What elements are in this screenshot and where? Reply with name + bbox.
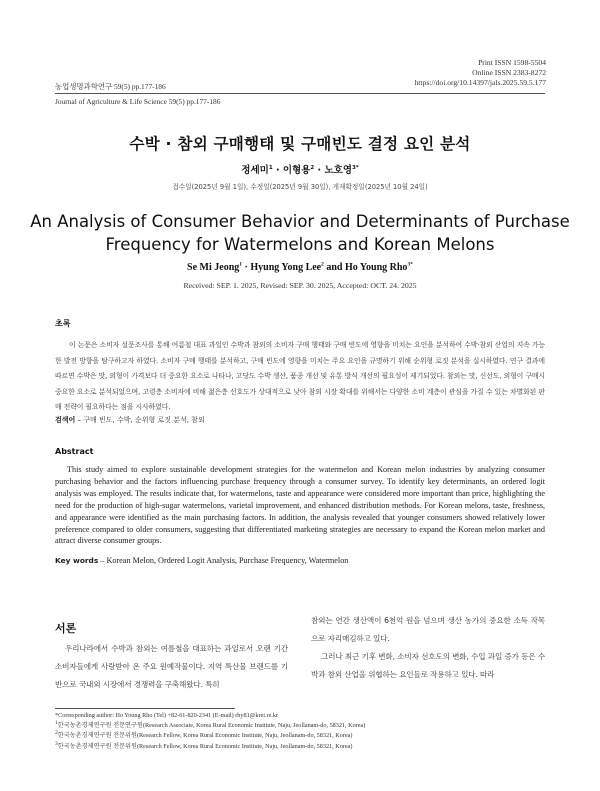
- paper-title-en: [0, 210, 600, 256]
- keywords-ko-label: 검색어: [55, 416, 76, 424]
- issn-online: Online ISSN 2383-8272: [472, 68, 546, 77]
- footnote-divider: [55, 708, 235, 709]
- header-divider: [55, 93, 545, 94]
- dates-en: Received: SEP. 1. 2025, Revised: SEP. 30. 2025, Accepted: OCT. 24. 2025: [183, 281, 417, 290]
- footnote-2-text: 한국농촌경제연구원 전문위원(Research Fellow, Korea Rural Economic Institute, Naju, Jeollanam-do, 58321, Korea): [57, 732, 353, 740]
- footnote-2: [55, 731, 365, 741]
- keywords-en: [55, 556, 348, 565]
- doi-link[interactable]: https://doi.org/10.14397/jals.2025.59.5.177: [414, 78, 546, 87]
- footnote-1: [55, 721, 365, 731]
- author-separator: ·: [242, 262, 251, 273]
- footnote-2-mark: 2: [55, 730, 58, 737]
- abstract-ko-body: 이 논문은 소비자 설문조사를 통해 여름철 대표 과일인 수박과 참외의 소비자 구매 행태와 구매 빈도에 영향을 미치는 요인을 분석하여 수박·참외 산업의 지속 가능한 발전 방향을 탐구하고자 하였다. 소비자 구매 행태를 분석하고, 구매 빈도에 영향을 미치는 주요 요인을 규명하기 위해 순위형 로짓 분석을 실시하였다. 연구 결과에 따르면 수박은 맛, 외형이 가격보다 더 중요한 요소로 나타나, 고당도 수박 생산, 품종 개선 및 유통 방식 개선의 필요성이 제기되었다. 참외는 맛, 신선도, 외형이 구매시 중요한 요소로 분석되었으며, 고령층 소비자에 비해 젊은층 선호도가 상대적으로 낮아 참외 시장 확대를 위해서는 다양한 소비 계층이 관심을 가질 수 있는 차별화된 판매 전략이 필요하다는 점을 시사하였다.: [55, 341, 545, 412]
- abstract-en-heading: Abstract: [55, 447, 94, 456]
- footnote-3-text: 한국농촌경제연구원 전문위원(Research Fellow, Korea Rural Economic Institute, Naju, Jeollanam-do, 58321, Korea): [57, 742, 353, 750]
- introduction-right-paragraph-1: 참외는 연간 생산액이 6천억 원을 넘으며 생산 농가의 중요한 소득 작목으로 자리매김하고 있다.: [311, 616, 545, 643]
- author-1-en: Se Mi Jeong: [187, 262, 240, 273]
- author-2-en: Hyung Yong Lee: [250, 262, 322, 273]
- author-separator: ·: [314, 165, 325, 176]
- author-3-en: Ho Young Rho: [345, 262, 408, 273]
- abstract-ko-heading: 초록: [55, 319, 71, 328]
- authors-ko: [0, 162, 600, 176]
- journal-citation-en: Journal of Agriculture & Life Science 59(5) pp.177-186: [55, 97, 221, 106]
- paper-title-ko: 수박 · 참외 구매행태 및 구매빈도 결정 요인 분석: [129, 135, 471, 153]
- footnotes: [55, 711, 365, 752]
- author-1-affil: 1: [239, 261, 243, 268]
- footnote-corresponding: *Corresponding author: Ho Young Rho (Tel) +82-61-820-2341 (E-mail) rhy81@krei.re.kr: [55, 712, 279, 719]
- author-2-ko: 이형용: [282, 165, 311, 176]
- keywords-ko-list: – 구매 빈도, 수박, 순위형 로짓 분석, 참외: [75, 416, 205, 424]
- paper-title-en-line1: An Analysis of Consumer Behavior and Determinants of Purchase: [30, 212, 570, 231]
- paper-title-en-line2: Frequency for Watermelons and Korean Melons: [105, 235, 495, 254]
- issn-print: Print ISSN 1598-5504: [478, 58, 546, 67]
- keywords-en-label: Key words: [55, 556, 99, 565]
- author-1-ko: 정세미: [241, 165, 269, 176]
- introduction-heading: 서론: [55, 622, 77, 635]
- author-2-affil: 2: [310, 164, 315, 171]
- footnote-1-text: 한국농촌경제연구원 전문연구원(Research Associate, Korea Rural Economic Institute, Naju, Jeollanam-do, 58321, Korea): [57, 722, 366, 730]
- introduction-left-column: 우리나라에서 수박과 참외는 여름철을 대표하는 과일로서 오랜 기간 소비자들에게 사랑받아 온 주요 원예작물이다. 지역 특산물 브랜드를 기반으로 국내외 시장에서 경쟁력을 구축해왔다. 특히: [55, 644, 288, 689]
- author-3-affil: 3*: [407, 261, 413, 268]
- abstract-en-body: This study aimed to explore sustainable development strategies for the watermelon and Korean melon industries by analyzing consumer purchasing behavior and the factors influencing purchase frequency through a consumer survey. To identify key determinants, an ordered logit analysis was employed. The results indicate that, for watermelons, taste and appearance were considered more important than price, highlighting the need for the production of high-sugar watermelons, varietal improvement, and enhanced distribution methods. For Korean melons, taste, freshness, and appearance were identified as the main purchasing factors. In addition, the analysis revealed that younger consumers showed relatively lower preference compared to older consumers, suggesting that differentiated marketing strategies are necessary to expand the Korean melon market and attract diverse consumer groups.: [55, 465, 545, 546]
- author-separator: ·: [272, 165, 283, 176]
- keywords-en-list: – Korean Melon, Ordered Logit Analysis, Purchase Frequency, Watermelon: [98, 556, 349, 565]
- introduction-right-paragraph-2: 그러나 최근 기후 변화, 소비자 선호도의 변화, 수입 과일 증가 등은 수박과 참외 산업을 위협하는 요인들로 작용하고 있다. 따라: [311, 652, 545, 679]
- author-1-affil: 1: [268, 164, 273, 171]
- introduction-right-column: [311, 612, 545, 684]
- keywords-ko: [55, 415, 205, 425]
- author-and: and: [323, 262, 345, 273]
- issn-block: [415, 58, 547, 88]
- author-3-ko: 노호영: [324, 165, 352, 176]
- authors-en: [0, 262, 600, 273]
- footnote-1-mark: 1: [55, 720, 58, 727]
- dates-ko: 접수일(2025년 9월 1일), 수정일(2025년 9월 30일), 게재확정일(2025년 10월 24일): [172, 183, 428, 191]
- author-2-affil: 2: [321, 261, 324, 268]
- footnote-3-mark: 3: [55, 740, 58, 747]
- author-3-affil: 3*: [352, 164, 359, 171]
- journal-citation-ko: 농업생명과학연구 59(5) pp.177-186: [55, 82, 166, 91]
- footnote-3: [55, 742, 365, 752]
